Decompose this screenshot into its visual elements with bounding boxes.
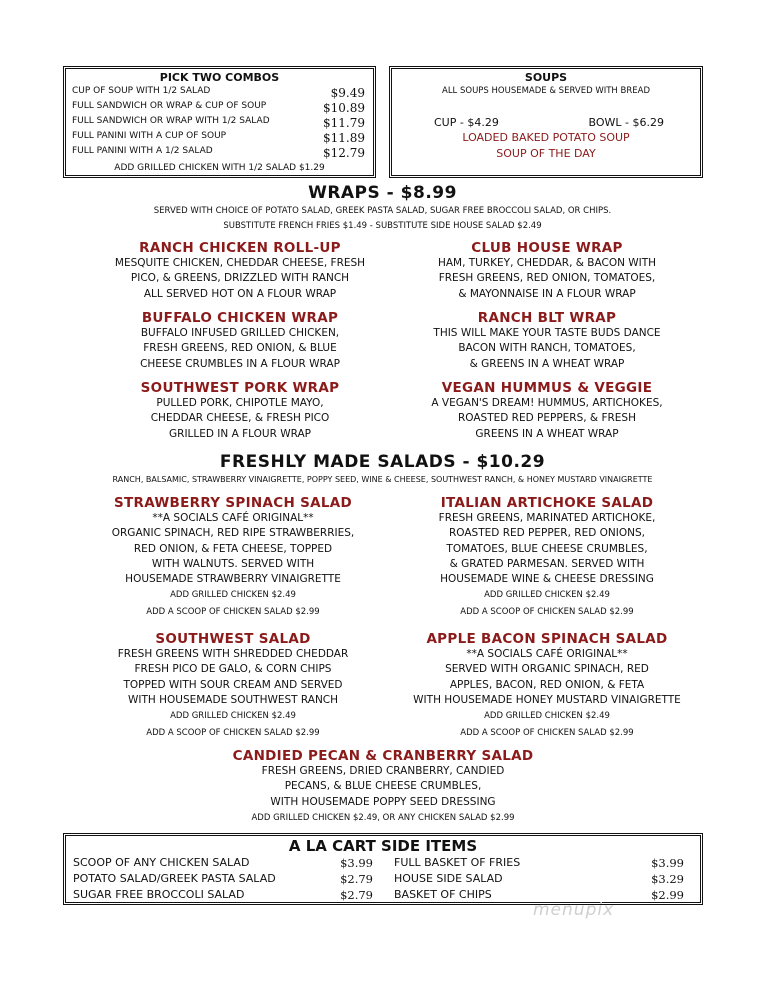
item-name: CANDIED PECAN & CRANBERRY SALAD bbox=[232, 748, 534, 764]
item-desc: TOMATOES, BLUE CHEESE CRUMBLES, bbox=[446, 542, 648, 555]
item-desc: FRESH GREENS WITH SHREDDED CHEDDAR bbox=[117, 648, 349, 660]
combo-row bbox=[72, 86, 365, 100]
item-desc: WITH WALNUTS. SERVED WITH bbox=[151, 557, 315, 570]
item-desc: THIS WILL MAKE YOUR TASTE BUDS DANCE bbox=[433, 327, 661, 339]
side-price: $3.99 bbox=[340, 856, 373, 870]
item-desc: GREENS IN A WHEAT WRAP bbox=[475, 427, 619, 440]
soup-special: LOADED BAKED POTATO SOUP bbox=[462, 131, 630, 144]
item-desc: ROASTED RED PEPPERS, & FRESH bbox=[457, 412, 636, 425]
side-row bbox=[394, 872, 684, 886]
side-row bbox=[73, 888, 373, 902]
salad-item bbox=[362, 495, 732, 621]
combos-note: ADD GRILLED CHICKEN WITH 1/2 SALAD $1.29 bbox=[114, 163, 325, 173]
combo-label: FULL SANDWICH OR WRAP & CUP OF SOUP bbox=[72, 101, 267, 111]
side-row bbox=[394, 856, 684, 870]
salad-item bbox=[183, 748, 583, 827]
item-desc: FRESH GREENS, MARINATED ARTICHOKE, bbox=[438, 512, 656, 524]
combo-row bbox=[72, 116, 365, 130]
item-desc: BUFFALO INFUSED GRILLED CHICKEN, bbox=[140, 327, 340, 339]
item-desc: WITH HOUSEMADE SOUTHWEST RANCH bbox=[127, 693, 339, 706]
side-price: $3.99 bbox=[651, 856, 684, 870]
item-name: RANCH BLT WRAP bbox=[477, 310, 617, 326]
combo-price: $10.89 bbox=[323, 101, 365, 115]
combos-title: PICK TWO COMBOS bbox=[159, 71, 280, 84]
wrap-item bbox=[70, 310, 410, 372]
item-desc: PICO, & GREENS, DRIZZLED WITH RANCH bbox=[130, 272, 350, 285]
item-name: ITALIAN ARTICHOKE SALAD bbox=[440, 495, 654, 511]
item-desc: HOUSEMADE WINE & CHEESE DRESSING bbox=[440, 573, 654, 586]
sides-box bbox=[63, 833, 703, 905]
wraps-substitutes: SUBSTITUTE FRENCH FRIES $1.49 - SUBSTITUTE SIDE HOUSE SALAD $2.49 bbox=[223, 221, 542, 231]
item-name: CLUB HOUSE WRAP bbox=[471, 240, 623, 256]
item-name: SOUTHWEST PORK WRAP bbox=[140, 380, 340, 396]
sides-title: A LA CART SIDE ITEMS bbox=[288, 837, 478, 855]
soups-title: SOUPS bbox=[524, 71, 568, 84]
wrap-item bbox=[70, 240, 410, 302]
soups-box bbox=[389, 66, 703, 178]
combo-price: $12.79 bbox=[323, 146, 365, 160]
item-desc: FRESH GREENS, RED ONION, & BLUE bbox=[143, 342, 337, 355]
item-desc: A VEGAN'S DREAM! HUMMUS, ARTICHOKES, bbox=[431, 397, 663, 409]
item-desc: CHEDDAR CHEESE, & FRESH PICO bbox=[150, 412, 330, 425]
item-desc: WITH HOUSEMADE HONEY MUSTARD VINAIGRETTE bbox=[413, 693, 681, 706]
item-desc: RED ONION, & FETA CHEESE, TOPPED bbox=[133, 542, 333, 555]
item-desc: ALL SERVED HOT ON A FLOUR WRAP bbox=[143, 287, 337, 300]
item-addon: ADD A SCOOP OF CHICKEN SALAD $2.99 bbox=[146, 607, 320, 618]
item-addon: ADD GRILLED CHICKEN $2.49 bbox=[484, 590, 610, 601]
item-desc: & GRATED PARMESAN. SERVED WITH bbox=[449, 557, 645, 570]
side-label: FULL BASKET OF FRIES bbox=[394, 856, 521, 869]
combo-label: FULL PANINI WITH A CUP OF SOUP bbox=[72, 131, 227, 141]
item-name: SOUTHWEST SALAD bbox=[155, 631, 311, 647]
item-addon: ADD GRILLED CHICKEN $2.49 bbox=[170, 711, 296, 722]
item-desc: SERVED WITH ORGANIC SPINACH, RED bbox=[445, 663, 649, 676]
combo-row bbox=[72, 146, 365, 160]
item-desc: CHEESE CRUMBLES IN A FLOUR WRAP bbox=[140, 357, 340, 370]
item-addon: ADD A SCOOP OF CHICKEN SALAD $2.99 bbox=[460, 607, 634, 618]
combo-label: CUP OF SOUP WITH 1/2 SALAD bbox=[72, 86, 211, 96]
side-label: POTATO SALAD/GREEK PASTA SALAD bbox=[73, 872, 276, 885]
item-desc: HAM, TURKEY, CHEDDAR, & BACON WITH bbox=[437, 257, 657, 269]
side-row bbox=[73, 856, 373, 870]
item-name: BUFFALO CHICKEN WRAP bbox=[141, 310, 339, 326]
side-label: SUGAR FREE BROCCOLI SALAD bbox=[73, 888, 245, 901]
item-addon: ADD GRILLED CHICKEN $2.49, OR ANY CHICKEN SALAD $2.99 bbox=[251, 812, 515, 823]
combo-price: $11.89 bbox=[323, 131, 365, 145]
combo-row bbox=[72, 131, 365, 145]
side-label: SCOOP OF ANY CHICKEN SALAD bbox=[73, 856, 250, 869]
item-desc: ORGANIC SPINACH, RED RIPE STRAWBERRIES, bbox=[111, 527, 355, 540]
combo-row bbox=[72, 101, 365, 115]
item-name: RANCH CHICKEN ROLL-UP bbox=[139, 240, 341, 256]
side-price: $2.79 bbox=[340, 888, 373, 902]
wrap-item bbox=[377, 240, 717, 302]
side-price: $2.79 bbox=[340, 872, 373, 886]
item-desc: PECANS, & BLUE CHEESE CRUMBLES, bbox=[284, 780, 482, 793]
item-addon: ADD GRILLED CHICKEN $2.49 bbox=[170, 590, 296, 601]
item-addon: ADD GRILLED CHICKEN $2.49 bbox=[484, 711, 610, 722]
soup-bowl-price: BOWL - $6.29 bbox=[588, 116, 664, 129]
combo-price: $11.79 bbox=[323, 116, 365, 130]
item-name: APPLE BACON SPINACH SALAD bbox=[426, 631, 668, 647]
item-desc: FRESH GREENS, DRIED CRANBERRY, CANDIED bbox=[261, 765, 505, 777]
item-desc: FRESH PICO DE GALO, & CORN CHIPS bbox=[134, 663, 332, 676]
wrap-item bbox=[377, 310, 717, 372]
item-desc: & MAYONNAISE IN A FLOUR WRAP bbox=[458, 287, 636, 300]
combos-box bbox=[63, 66, 376, 178]
item-desc: MESQUITE CHICKEN, CHEDDAR CHEESE, FRESH bbox=[114, 257, 366, 269]
item-addon: ADD A SCOOP OF CHICKEN SALAD $2.99 bbox=[460, 728, 634, 739]
item-desc: **A SOCIALS CAFÉ ORIGINAL** bbox=[152, 512, 314, 524]
salads-title: FRESHLY MADE SALADS - $10.29 bbox=[219, 452, 546, 472]
soup-of-the-day: SOUP OF THE DAY bbox=[496, 147, 596, 160]
combo-label: FULL SANDWICH OR WRAP WITH 1/2 SALAD bbox=[72, 116, 270, 126]
side-row bbox=[73, 872, 373, 886]
wrap-item bbox=[70, 380, 410, 442]
side-label: HOUSE SIDE SALAD bbox=[394, 872, 503, 885]
item-desc: & GREENS IN A WHEAT WRAP bbox=[469, 357, 625, 370]
item-desc: BACON WITH RANCH, TOMATOES, bbox=[458, 342, 636, 355]
combo-price: $9.49 bbox=[330, 86, 365, 100]
wraps-title: WRAPS - $8.99 bbox=[308, 183, 457, 203]
item-desc: TOPPED WITH SOUR CREAM AND SERVED bbox=[123, 678, 343, 691]
combo-label: FULL PANINI WITH A 1/2 SALAD bbox=[72, 146, 213, 156]
item-desc: **A SOCIALS CAFÉ ORIGINAL** bbox=[466, 648, 628, 660]
salads-dressings: RANCH, BALSAMIC, STRAWBERRY VINAIGRETTE, POPPY SEED, WINE & CHEESE, SOUTHWEST RANCH, & HONEY MUSTARD VINAIGRETTE bbox=[112, 475, 653, 484]
side-price: $2.99 bbox=[651, 888, 684, 902]
salad-item bbox=[362, 631, 732, 742]
soups-subtitle: ALL SOUPS HOUSEMADE & SERVED WITH BREAD bbox=[442, 86, 650, 96]
wraps-subtitle: SERVED WITH CHOICE OF POTATO SALAD, GREEK PASTA SALAD, SUGAR FREE BROCCOLI SALAD, OR CHIPS. bbox=[153, 206, 612, 216]
soup-cup-price: CUP - $4.29 bbox=[434, 116, 499, 129]
wrap-item bbox=[377, 380, 717, 442]
item-desc: WITH HOUSEMADE POPPY SEED DRESSING bbox=[270, 795, 496, 808]
item-desc: PULLED PORK, CHIPOTLE MAYO, bbox=[156, 397, 324, 409]
item-name: VEGAN HUMMUS & VEGGIE bbox=[441, 380, 653, 396]
item-desc: FRESH GREENS, RED ONION, TOMATOES, bbox=[438, 272, 656, 285]
item-desc: GRILLED IN A FLOUR WRAP bbox=[169, 427, 311, 440]
item-addon: ADD A SCOOP OF CHICKEN SALAD $2.99 bbox=[146, 728, 320, 739]
side-label: BASKET OF CHIPS bbox=[394, 888, 492, 901]
watermark: menupix bbox=[533, 900, 615, 920]
item-desc: ROASTED RED PEPPER, RED ONIONS, bbox=[449, 527, 645, 540]
item-name: STRAWBERRY SPINACH SALAD bbox=[113, 495, 353, 511]
item-desc: HOUSEMADE STRAWBERRY VINAIGRETTE bbox=[125, 573, 341, 586]
side-price: $3.29 bbox=[651, 872, 684, 886]
item-desc: APPLES, BACON, RED ONION, & FETA bbox=[449, 678, 645, 691]
